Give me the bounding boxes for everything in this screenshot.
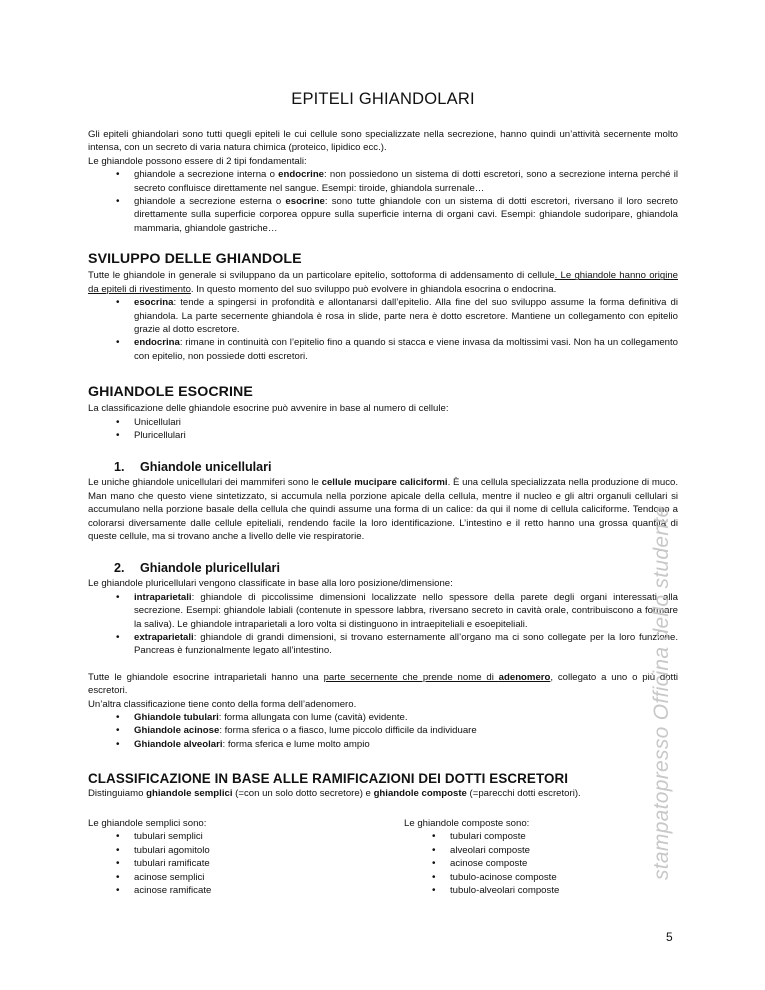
list-item: • acinose semplici: [88, 871, 338, 884]
list-item: • tubulari composte: [404, 830, 654, 843]
sviluppo-section: [88, 253, 678, 363]
forma-list: [88, 711, 678, 751]
watermark-text: stampatopresso Officina dello studente: [650, 505, 673, 880]
semplici-column: [88, 817, 338, 897]
sviluppo-paragraph: Tutte le ghiandole in generale si sviluppano da un particolare epitelio, sottoforma di addensamento di cellule. Le ghiandole hanno origine da epiteli di rivestimento. In questo momento del suo sviluppo può evolvere in ghiandola esocrina o endocrina.: [88, 270, 678, 295]
pluricellulari-section: [88, 562, 678, 751]
list-item: • ghiandole a secrezione esterna o esocrine: sono tutte ghiandole con un sistema di dotti escretori, riversano il loro secreto direttamente sulla superficie corporea oppure sulla superficie interna di organi cavi. Esempi: ghiandole sudoripare, ghiandola mammaria, ghiandole gastriche…: [88, 195, 678, 235]
intro-paragraph: Gli epiteli ghiandolari sono tutti quegli epiteli le cui cellule sono specializzate nella secrezione, hanno quindi un’attività secernente molto intensa, con un secreto di varia natura chimica (proteico, lipidico ecc.).: [88, 129, 678, 154]
list-item: • extraparietali: ghiandole di grandi dimensioni, si trovano esternamente all’organo ma ci sono collegate per la loro funzione. Pancreas è funzionalmente legato all’intestino.: [88, 631, 678, 658]
semplici-list: [88, 830, 338, 897]
section-heading: SVILUPPO DELLE GHIANDOLE: [88, 251, 302, 267]
adenomero-paragraph: Tutte le ghiandole esocrine intraparietali hanno una parte secernente che prende nome di adenomero, collegato a uno o più dotti escretori.: [88, 671, 678, 697]
list-item: • acinose ramificate: [88, 884, 338, 897]
sviluppo-list: [88, 296, 678, 363]
subsection-heading: 1. Ghiandole unicellulari: [114, 460, 272, 474]
column-title: Le ghiandole semplici sono:: [88, 818, 207, 829]
page-number: 5: [666, 930, 673, 944]
unicellulari-paragraph: Le uniche ghiandole unicellulari dei mammiferi sono le cellule mucipare caliciformi. È una cellula specializzata nella produzione di muco. Man mano che questo viene sintetizzato, si accumula nella porzione apicale della cellula, mentre il nucleo e gli altri organuli cellulari si accumulano nella porzione basale della cellula che quindi assume una forma di un calice: da qui il nome di cellula caliciforme. Tendono a colorarsi diversamente dalle cellule epiteliali, rendendo facile la loro identificazione. L’intestino e il retto hanno una grossa quantità di queste cellule, ma si trovano anche a livello delle vie respiratorie.: [88, 477, 679, 543]
list-item: • ghiandole a secrezione interna o endocrine: non possiedono un sistema di dotti escretori, sono a secrezione interna perché il secreto confluisce direttamente nel sangue. Esempi: tiroide, ghiandola surrenale…: [88, 168, 678, 195]
intro-types-line: Le ghiandole possono essere di 2 tipi fondamentali:: [88, 155, 307, 167]
ramificazioni-section: [88, 772, 678, 801]
list-item: • Unicellulari: [88, 416, 678, 429]
list-item: • Pluricellulari: [88, 429, 678, 442]
list-item: • intraparietali: ghiandole di piccolissime dimensioni localizzate nello spessore della parete degli organi interessati alla secrezione. Esempi: ghiandole labiali (contenute in spessore labbra, riversano secreto in cavità orale, contribuiscono a formare la saliva). Le ghiandole intraparietali a loro volta si distinguono in intraepiteliali e esoepiteliali.: [88, 591, 678, 631]
esocrine-list: [88, 416, 678, 443]
esocrine-paragraph: La classificazione delle ghiandole esocrine può avvenire in base al numero di cellule:: [88, 403, 449, 415]
list-item: • Ghiandole tubulari: forma allungata con lume (cavità) evidente.: [88, 711, 678, 724]
list-item: • Ghiandole acinose: forma sferica o a fiasco, lume piccolo difficile da individuare: [88, 724, 678, 737]
unicellulari-section: [88, 461, 678, 543]
list-item: • endocrina: rimane in continuità con l’epitelio fino a quando si stacca e viene invasa da moltissimi vasi. Non ha un collegamento con epitelio, non possiede dotti escretori.: [88, 336, 678, 363]
list-item: • acinose composte: [404, 857, 654, 870]
ramificazioni-paragraph: Distinguiamo ghiandole semplici (=con un solo dotto secretore) e ghiandole composte (=parecchi dotti escretori).: [88, 788, 581, 800]
section-heading: GHIANDOLE ESOCRINE: [88, 384, 253, 400]
list-item: • tubulo-alveolari composte: [404, 884, 654, 897]
column-title: Le ghiandole composte sono:: [404, 818, 530, 829]
gland-types-list: [88, 168, 678, 235]
pluricellulari-list: [88, 591, 678, 658]
section-heading: CLASSIFICAZIONE IN BASE ALLE RAMIFICAZIONI DEI DOTTI ESCRETORI: [88, 771, 569, 786]
composte-list: [404, 830, 654, 897]
page-title: EPITELI GHIANDOLARI: [291, 90, 475, 108]
list-item: • alveolari composte: [404, 844, 654, 857]
list-item: • tubulari ramificate: [88, 857, 338, 870]
list-item: • Ghiandole alveolari: forma sferica e lume molto ampio: [88, 738, 678, 751]
list-item: • tubulari semplici: [88, 830, 338, 843]
pluricellulari-paragraph: Le ghiandole pluricellulari vengono classificate in base alla loro posizione/dimensione:: [88, 578, 453, 590]
subsection-heading: 2. Ghiandole pluricellulari: [114, 561, 280, 575]
esocrine-section: [88, 386, 678, 443]
list-item: • tubulari agomitolo: [88, 844, 338, 857]
list-item: • tubulo-acinose composte: [404, 871, 654, 884]
forma-paragraph: Un’altra classificazione tiene conto della forma dell’adenomero.: [88, 698, 357, 710]
composte-column: [404, 817, 654, 897]
list-item: • esocrina: tende a spingersi in profondità e allontanarsi dall’epitelio. Alla fine del suo sviluppo assume la forma definitiva di ghiandola. La parte secernente ghiandola è rosa in slide, parte nera è dotto escretore. Mantiene un collegamento con epitelio grazie al dotto escretore.: [88, 296, 678, 336]
intro-section: [88, 128, 678, 235]
